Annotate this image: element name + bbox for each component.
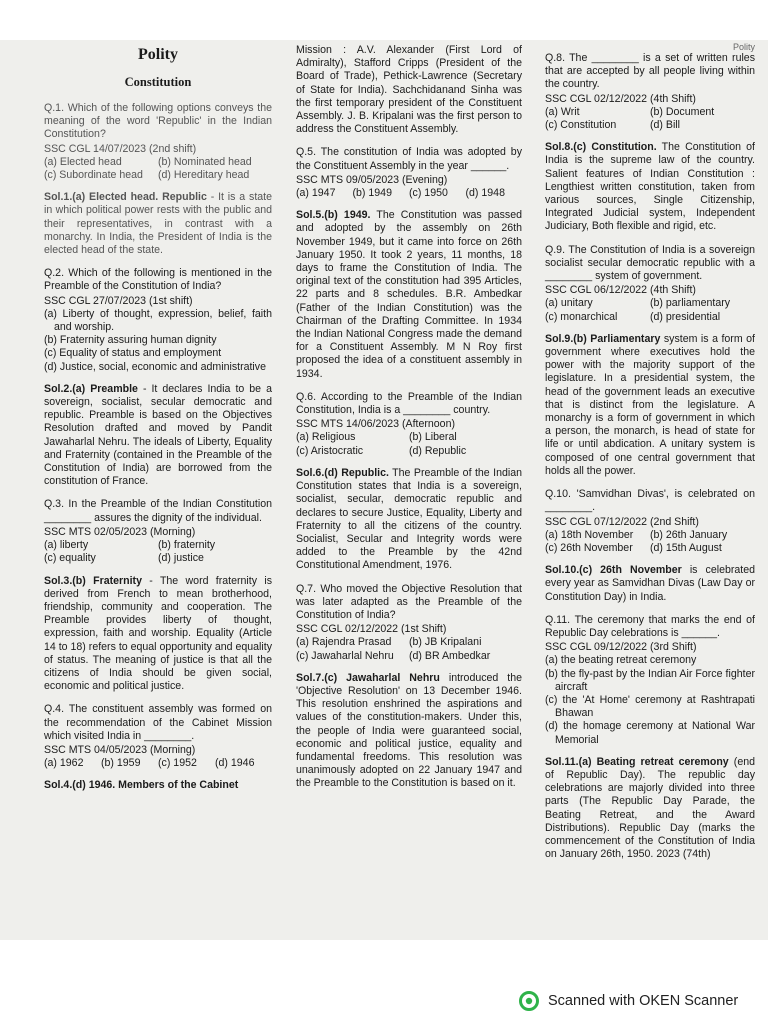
question-8	[545, 52, 755, 132]
options-row	[545, 542, 755, 555]
solution-text: is celebrated every year as Samvidhan Divas (Law Day or Constitution Day) in India.	[545, 564, 755, 603]
option: (b) 1949	[352, 187, 392, 200]
column-right	[545, 44, 755, 871]
solution-11	[545, 756, 755, 862]
option: (c) equality	[44, 552, 96, 565]
solution-answer: Sol.11.(a) Beating retreat ceremony	[545, 755, 729, 768]
option: (a) Religious	[296, 431, 356, 444]
page-title: Polity	[138, 46, 178, 63]
solution-6	[296, 467, 522, 573]
option: (a) unitary	[545, 297, 593, 310]
question-text: Q.4. The constituent assembly was formed on the recommendation of the Cabinet Mission which visited India in ________.	[44, 703, 272, 742]
question-11	[545, 614, 755, 747]
options-row	[545, 297, 755, 310]
option: (b) 1959	[101, 757, 141, 770]
solution-answer: Sol.9.(b) Parliamentary	[545, 332, 661, 345]
options-row	[545, 119, 755, 132]
option: (c) the 'At Home' ceremony at Rashtrapati Bhawan	[545, 693, 755, 720]
option: (c) 1950	[409, 187, 448, 200]
solution-7	[296, 672, 522, 791]
solution-text: - It declares India to be a sovereign, socialist, secular democratic and republic. Preamble is based on the Objectives Resolution drafted and moved by Pandit Jawaharlal Nehru. The ideals of Liberty, Equality and Fraternity (contained in the Preamble of the Constitution of India) are borrowed from the constitution of France.	[44, 382, 272, 488]
options-row	[296, 431, 522, 444]
solution-5	[296, 209, 522, 381]
question-9	[545, 244, 755, 324]
option: (d) 15th August	[650, 541, 722, 554]
option: (d) Republic	[409, 444, 467, 457]
solution-answer: Sol.5.(b) 1949.	[296, 209, 371, 222]
option: (a) Rajendra Prasad	[296, 636, 392, 649]
option: (b) Liberal	[409, 431, 457, 444]
question-source: SSC CGL 02/12/2022 (4th Shift)	[545, 92, 696, 105]
question-source: SSC MTS 09/05/2023 (Evening)	[296, 173, 448, 186]
column-middle	[296, 44, 522, 801]
options-row	[296, 636, 522, 649]
question-1	[44, 102, 272, 182]
options-row	[44, 539, 272, 552]
solution-text: The Constitution was passed and adopted by the assembly on 26th November 1949, but it came into force on 26th January 1950. It took 2 years, 11 months, 18 days to frame the Constitution of India. The original text of the constitution had 395 Articles, 22 parts and 8 schedules. B.R. Ambedkar (Father of the Indian Constitution) was the Chairman of the Drafting Committee. In 1934 the Indian National Congress made the demand for a Constituent Assembly. M N Roy first proposed the idea of a constituent assembly in 1934.	[296, 209, 522, 380]
column-left	[44, 44, 272, 803]
question-5	[296, 146, 522, 200]
question-text: Q.11. The ceremony that marks the end of Republic Day celebrations is ______.	[545, 613, 755, 639]
solution-answer: Sol.6.(d) Republic.	[296, 466, 389, 479]
solution-2	[44, 383, 272, 489]
options-row	[44, 552, 272, 565]
solution-text: introduced the 'Objective Resolution' on 13 December 1946. This resolution enshrined the aspirations and values of the constitution-makers. Under this, the people of India were guaranteed social, economic and political justice, equality and fundamental freedoms. This resolution was unanimously adopted on 22 January 1947 and the Preamble to the Constitution is based on it.	[296, 671, 522, 790]
solution-answer: Sol.1.(a) Elected head.	[44, 191, 159, 204]
option: (b) the fly-past by the Indian Air Force fighter aircraft	[545, 667, 755, 693]
solution-4-continued: Mission : A.V. Alexander (First Lord of Admiralty), Stafford Cripps (President of the Board of Trade), Pethick-Lawrence (Secretary of State for India). Sachchidanand Sinha was the first temporary president of the Constituent Assembly. J. B. Kripalani was the first person to address the Constituent Assembly.	[296, 44, 522, 136]
scanner-label: Scanned with OKEN Scanner	[548, 993, 739, 1009]
question-text: Q.2. Which of the following is mentioned in the Preamble of the Constitution of India?	[44, 267, 272, 293]
option: (a) Liberty of thought, expression, belief, faith and worship.	[44, 307, 272, 334]
option: (a) 18th November	[545, 528, 634, 541]
options-row	[545, 106, 755, 119]
scanned-page	[0, 40, 768, 940]
option: (b) JB Kripalani	[409, 636, 482, 649]
option: (c) Jawaharlal Nehru	[296, 649, 394, 662]
option: (a) liberty	[44, 539, 89, 552]
option: (d) 1946	[215, 757, 255, 770]
option: (c) 1952	[158, 757, 197, 770]
question-2	[44, 267, 272, 374]
option: (b) Nominated head	[158, 155, 252, 168]
options-row	[44, 757, 272, 770]
option: (d) the homage ceremony at National War Memorial	[545, 720, 755, 746]
options-row	[296, 445, 522, 458]
option: (a) Elected head	[44, 155, 122, 168]
solution-text: - It is a state in which political power rests with the public and their representatives, in contrast with a monarchy. In India, the President of India is the elected head of the state.	[44, 191, 272, 257]
option: (d) Justice, social, economic and administrative	[44, 360, 266, 373]
solution-answer: Sol.4.(d) 1946. Members of the Cabinet	[44, 779, 239, 792]
question-source: SSC CGL 27/07/2023 (1st shift)	[44, 294, 193, 307]
solution-8	[545, 141, 755, 233]
option: (c) Constitution	[545, 119, 617, 132]
option: (a) Writ	[545, 105, 580, 118]
option: (c) Subordinate head	[44, 169, 143, 182]
option: (b) 26th January	[650, 528, 728, 541]
solution-9	[545, 333, 755, 478]
options-row	[44, 156, 272, 169]
solution-answer: Sol.8.(c) Constitution.	[545, 141, 657, 154]
oken-scanner-logo-icon	[518, 990, 540, 1012]
option: (b) Document	[650, 105, 715, 118]
solution-keyword: Republic	[162, 191, 207, 204]
question-text: Q.1. Which of the following options conveys the meaning of the word 'Republic' in the Indian Constitution?	[44, 102, 272, 141]
question-source: SSC MTS 04/05/2023 (Morning)	[44, 743, 196, 756]
solution-answer: Sol.7.(c) Jawaharlal Nehru	[296, 671, 440, 684]
option: (a) the beating retreat ceremony	[545, 654, 697, 667]
question-3	[44, 498, 272, 565]
solution-3	[44, 575, 272, 694]
option: (c) monarchical	[545, 310, 618, 323]
option: (d) justice	[158, 552, 204, 565]
question-text: Q.3. In the Preamble of the Indian Constitution ________ assures the dignity of the individual.	[44, 498, 272, 524]
option: (b) Fraternity assuring human dignity	[44, 334, 217, 347]
solution-text: The Constitution of India is the supreme law of the country. Salient features of Indian Constitution : Lengthiest written constitution, taken from various sources, Single Citizenship, Integrated Judicial system, Independent Judiciary, Both flexible and rigid, etc.	[545, 141, 756, 233]
question-text: Q.9. The Constitution of India is a sovereign socialist secular democratic republic with a ________ system of government.	[545, 243, 755, 283]
section-title: Constitution	[124, 75, 192, 89]
solution-4	[44, 779, 272, 792]
option: (c) Aristocratic	[296, 444, 364, 457]
options-row	[545, 311, 755, 324]
option: (d) Bill	[650, 119, 681, 132]
options-row	[545, 529, 755, 542]
question-7	[296, 583, 522, 663]
question-4	[44, 703, 272, 770]
option: (d) BR Ambedkar	[409, 649, 491, 662]
question-6	[296, 391, 522, 458]
option: (d) 1948	[465, 187, 505, 200]
option: (c) Equality of status and employment	[44, 347, 222, 360]
options-row	[296, 187, 522, 200]
option: (d) Hereditary head	[158, 169, 250, 182]
option: (a) 1962	[44, 757, 84, 770]
solution-1	[44, 191, 272, 257]
solution-text: system is a form of government where executives hold the power with the majority support of the legislature. In a presidential system, the head of the government leads an executive that is distinct from the legislature. A monarchy is a form of government in which a person, the monarch, is head of state for life or until abdication. A unitary system is composed of one central government that holds all the power.	[545, 332, 755, 477]
option: (d) presidential	[650, 310, 721, 323]
option: (b) parliamentary	[650, 297, 731, 310]
solution-answer: Sol.10.(c) 26th November	[545, 564, 682, 577]
solution-text: The Preamble of the Indian Constitution states that India is a sovereign, socialist, secular, democratic republic and declares to secure Justice, Equality, Liberty and Fraternity to all the citizens of the country. Socialist, Secular and Integrity words were added to the Preamble by the 42nd Constitutional Amendment, 1976.	[296, 466, 523, 572]
question-source: SSC CGL 02/12/2022 (1st Shift)	[296, 623, 447, 636]
question-text: Q.8. The ________ is a set of written rules that are accepted by all people living within the country.	[545, 52, 755, 91]
option: (a) 1947	[296, 187, 336, 200]
solution-10	[545, 564, 755, 604]
question-text: Q.7. Who moved the Objective Resolution that was later adapted as the Preamble of the Constitution of India?	[296, 582, 522, 621]
solution-answer: Sol.2.(a) Preamble	[44, 382, 138, 395]
question-source: SSC MTS 14/06/2023 (Afternoon)	[296, 418, 455, 431]
question-source: SSC CGL 07/12/2022 (2nd Shift)	[545, 515, 699, 528]
question-source: SSC CGL 06/12/2022 (4th Shift)	[545, 284, 696, 297]
question-source: SSC CGL 14/07/2023 (2nd shift)	[44, 142, 197, 155]
question-source: SSC CGL 09/12/2022 (3rd Shift)	[545, 641, 697, 654]
solution-answer: Sol.3.(b) Fraternity	[44, 574, 142, 587]
options-row	[296, 650, 522, 663]
option: (c) 26th November	[545, 541, 633, 554]
question-text: Q.10. 'Samvidhan Divas', is celebrated on ________.	[545, 488, 755, 514]
question-text: Q.6. According to the Preamble of the Indian Constitution, India is a ________ country.	[296, 390, 522, 417]
solution-text: (end of Republic Day). The republic day celebrations are majorly divided into three parts (The Republic Day Parade, the Beating Retreat, and the Award Distributions). Republic Day (marks the commencement of the Constitution of India on January 26th, 1950. 2023 (74th)	[545, 755, 755, 861]
question-text: Q.5. The constitution of India was adopted by the Constituent Assembly in the year ______.	[296, 146, 522, 172]
question-10	[545, 488, 755, 555]
running-head: Polity	[732, 42, 755, 52]
option: (b) fraternity	[158, 539, 216, 552]
solution-text: - The word fraternity is derived from French to mean brotherhood, friendship, community and cooperation. The Preamble provides liberty of thought, expression, faith and worship. Equality (Article 14 to 18) refers to equal opportunity and equality of status. The meaning of justice is that all the citizens of India should be given social, economic and political justice.	[44, 574, 272, 693]
question-source: SSC MTS 02/05/2023 (Morning)	[44, 525, 196, 538]
options-row	[44, 169, 272, 182]
scanner-watermark	[518, 990, 738, 1012]
